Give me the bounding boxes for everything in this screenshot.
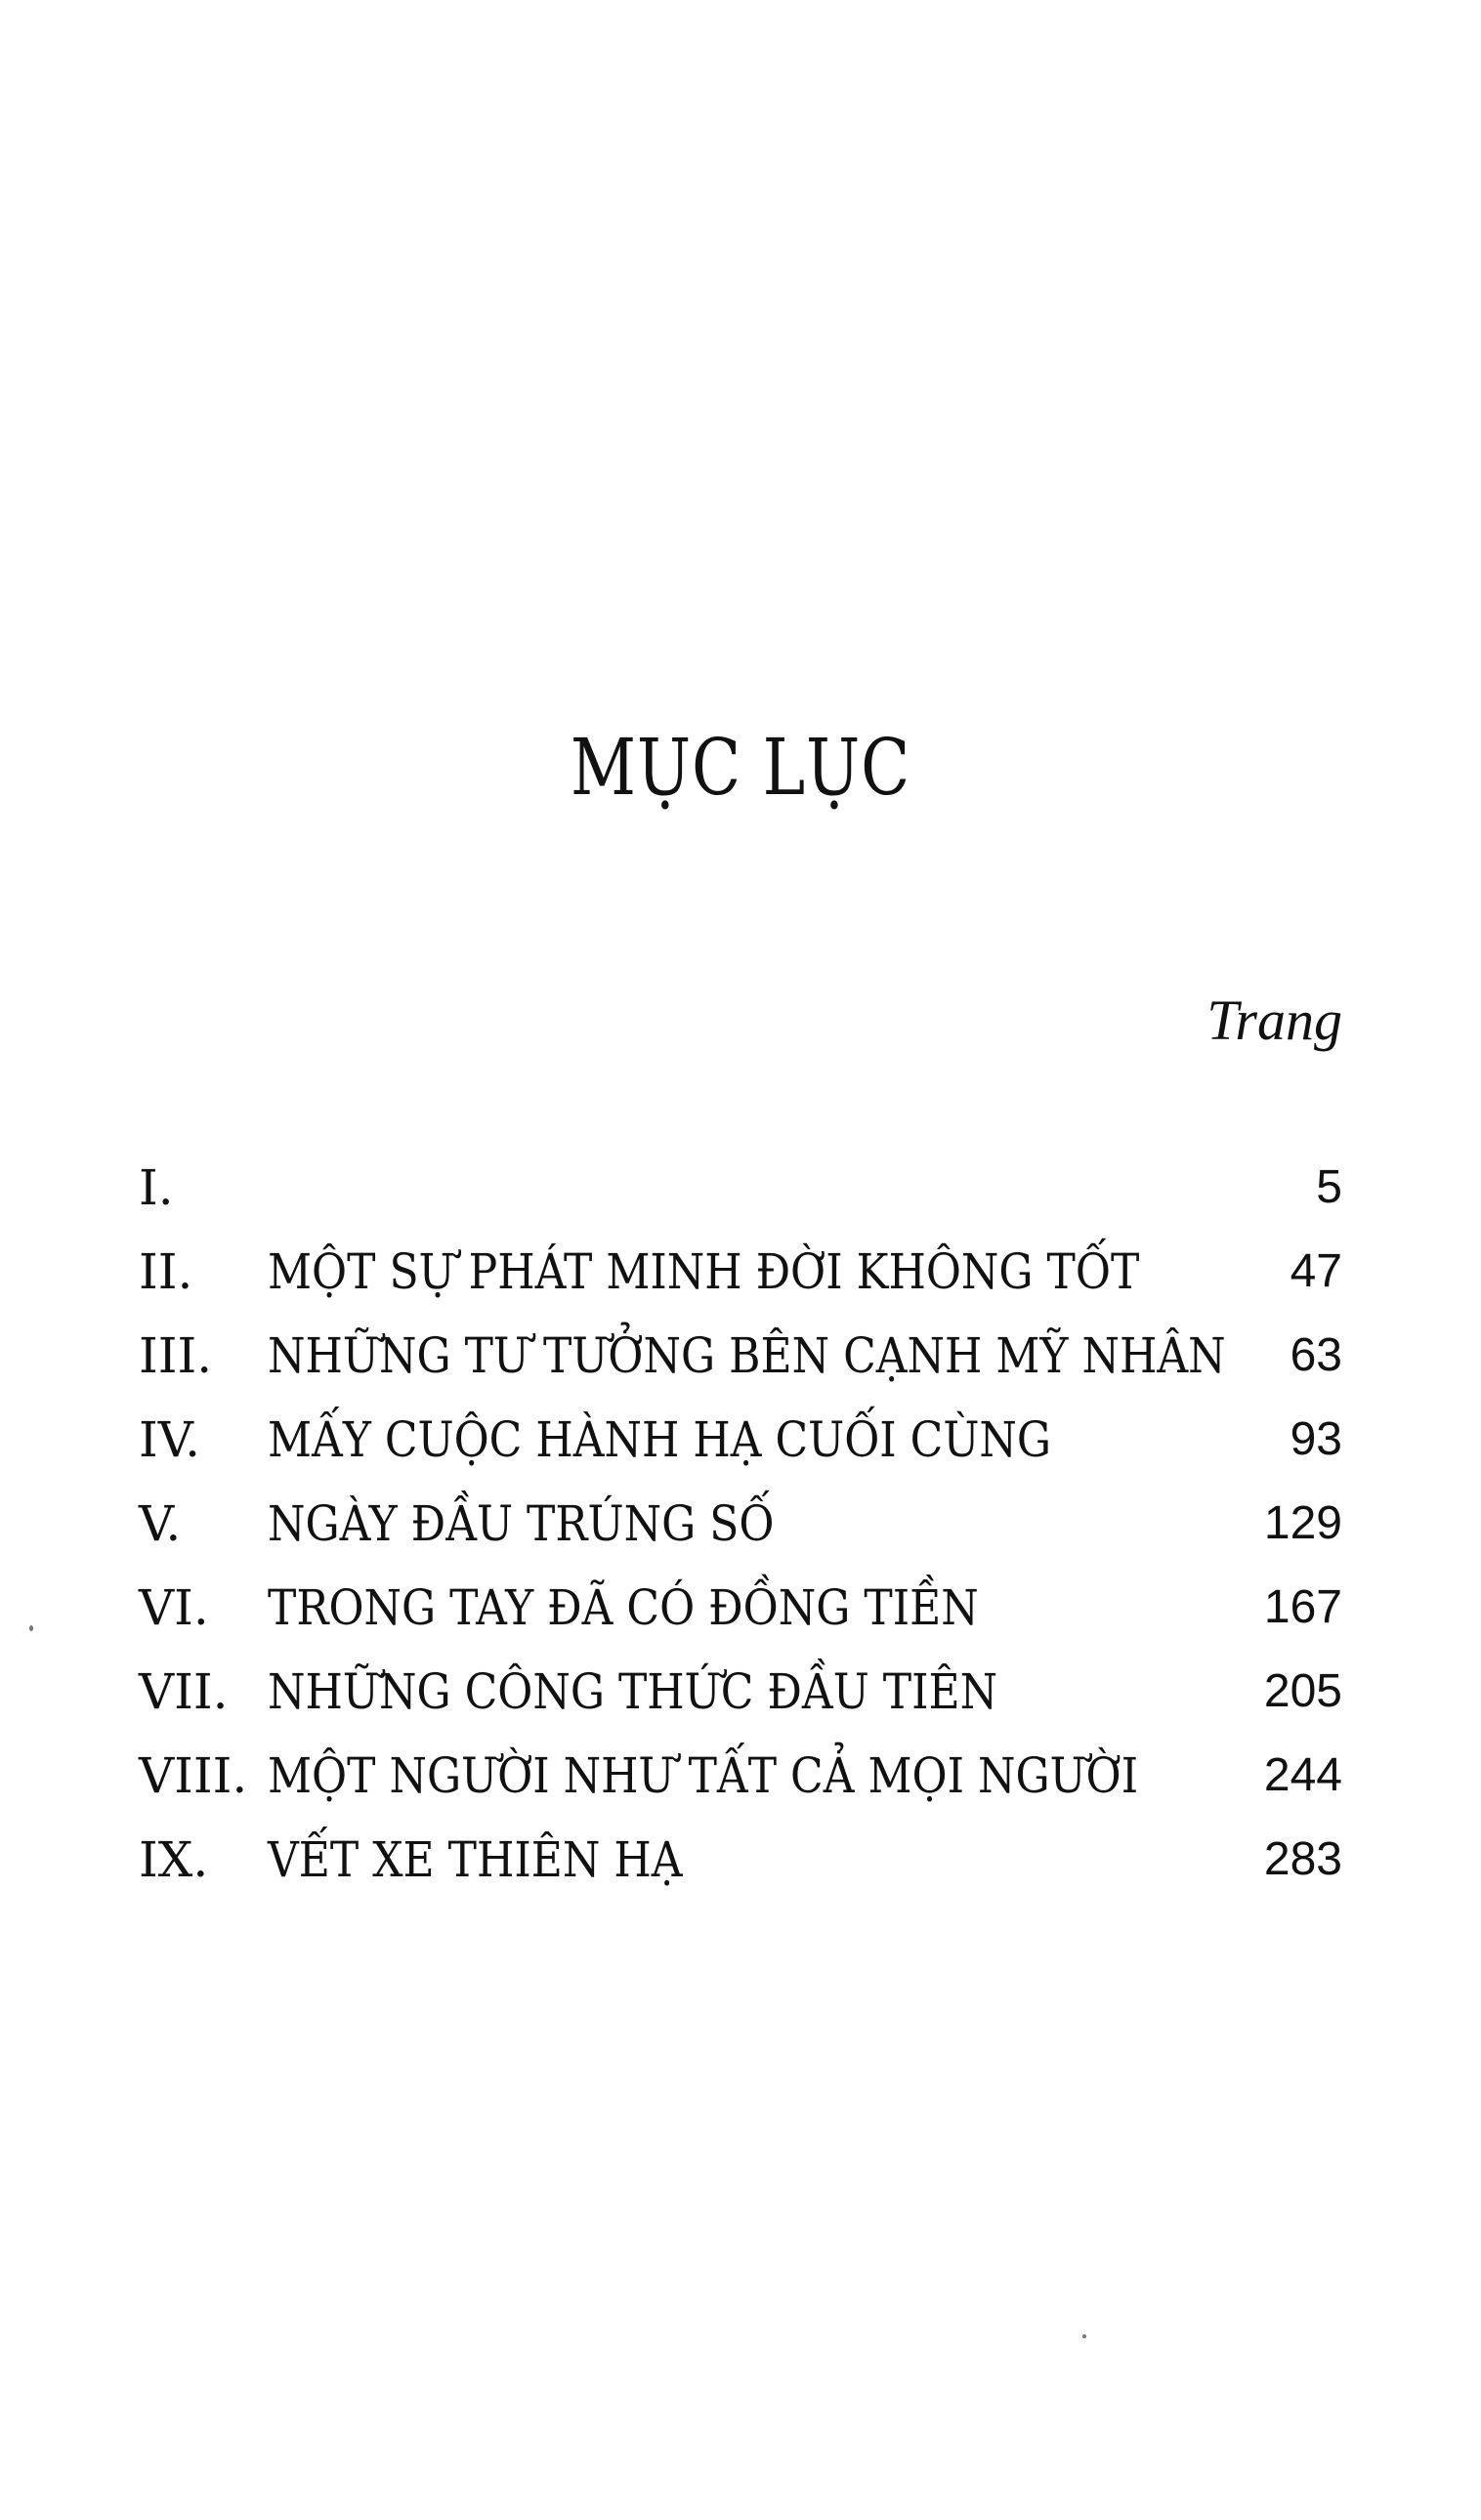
chapter-page: 167 [1263,1581,1342,1633]
page-title: MỤC LỤC [570,721,911,813]
chapter-number: IV. [139,1411,201,1468]
chapter-number: VIII. [139,1747,248,1804]
chapter-title: VẾT XE THIÊN HẠ [268,1831,683,1888]
chapter-number: VII. [139,1663,229,1720]
page-column-label: Trang [1206,988,1342,1052]
chapter-title: MỘT NGƯỜI NHƯ TẤT CẢ MỌI NGƯỜI [268,1747,1139,1804]
scan-speck [29,1625,33,1631]
scan-speck [1082,2334,1086,2338]
chapter-number: III. [139,1327,213,1384]
chapter-page: 5 [1316,1161,1342,1213]
chapter-page: 205 [1263,1665,1342,1717]
toc-entry [139,1326,1342,1410]
chapter-page: 63 [1290,1329,1342,1381]
toc-entry [139,1578,1342,1662]
chapter-title: NHỮNG CÔNG THỨC ĐẦU TIÊN [268,1663,998,1720]
chapter-number: V. [139,1495,182,1552]
chapter-page: 244 [1263,1749,1342,1801]
toc-entry [139,1746,1342,1830]
chapter-number: II. [139,1243,193,1300]
toc-list [139,1158,1342,1914]
chapter-page: 93 [1290,1413,1342,1465]
toc-entry [139,1410,1342,1494]
chapter-page: 47 [1290,1245,1342,1297]
toc-entry [139,1494,1342,1578]
chapter-number: I. [139,1159,174,1216]
toc-entry [139,1242,1342,1326]
toc-entry [139,1830,1342,1914]
chapter-page: 129 [1263,1497,1342,1549]
chapter-page: 283 [1263,1833,1342,1885]
chapter-number: IX. [139,1831,209,1888]
chapter-number: VI. [139,1579,209,1636]
chapter-title: MỘT SỰ PHÁT MINH ĐỜI KHÔNG TỐT [268,1243,1140,1300]
toc-entry [139,1662,1342,1746]
chapter-title: MẤY CUỘC HÀNH HẠ CUỐI CÙNG [268,1411,1052,1468]
chapter-title: TRONG TAY ĐÃ CÓ ĐỒNG TIỀN [268,1579,979,1636]
chapter-title: NHỮNG TƯ TƯỞNG BÊN CẠNH MỸ NHÂN [268,1327,1226,1384]
chapter-title: NGÀY ĐẦU TRÚNG SỐ [268,1495,775,1552]
toc-entry [139,1158,1342,1242]
